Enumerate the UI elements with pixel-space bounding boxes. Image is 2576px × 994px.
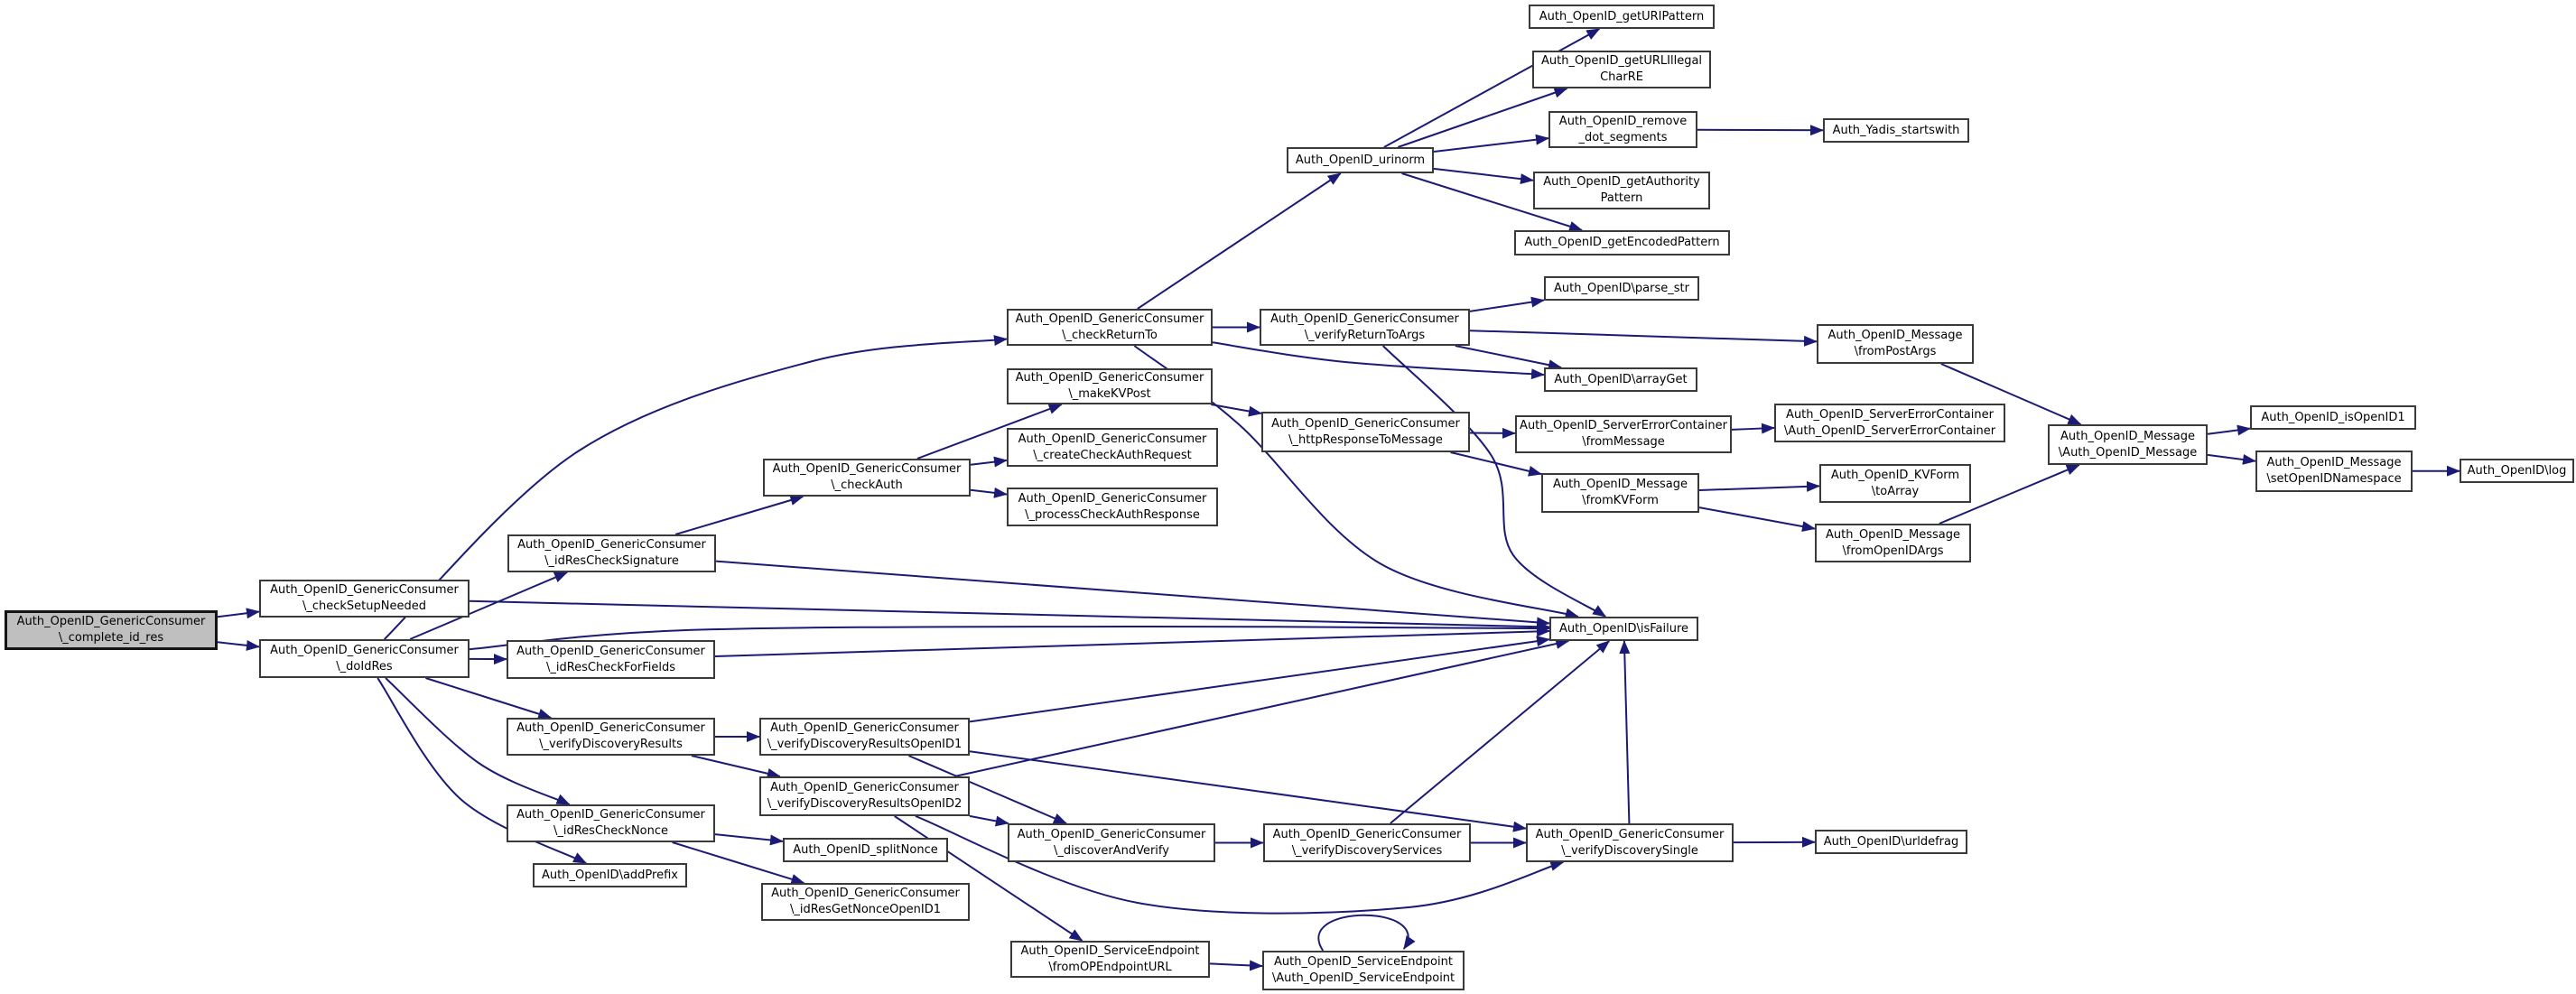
- edge-seFromMessage-seCtor: [1732, 428, 1774, 430]
- node-label-line: Auth_OpenID_GenericConsumer: [516, 808, 705, 822]
- edge-verifyDiscoverySingle-isFailure: [1624, 641, 1630, 823]
- edge-doIdRes-verifyDiscoveryResults: [425, 678, 551, 718]
- node-idResCheckForFields[interactable]: [507, 640, 715, 679]
- node-label-line: \Auth_OpenID_ServiceEndpoint: [1271, 971, 1455, 985]
- edge-verifyDiscoveryResults-verifyDiscoveryResultsOpenID2: [692, 756, 780, 776]
- node-label-line: Auth_OpenID_GenericConsumer: [16, 615, 206, 628]
- node-label-line: \toArray: [1871, 484, 1920, 498]
- node-processCheckAuthResponse[interactable]: [1007, 488, 1218, 526]
- node-doIdRes[interactable]: [259, 639, 470, 678]
- node-label-line: Auth_OpenID_getEncodedPattern: [1524, 236, 1720, 249]
- node-discoverAndVerify[interactable]: [1008, 823, 1215, 862]
- node-label-line: Auth_OpenID_GenericConsumer: [1535, 827, 1725, 841]
- node-arrayGet[interactable]: [1544, 367, 1697, 392]
- node-urldefrag[interactable]: [1815, 830, 1967, 854]
- edge-idResCheckNonce-splitNonce: [715, 834, 783, 841]
- node-seFromMessage[interactable]: [1515, 415, 1732, 453]
- node-parseStr[interactable]: [1544, 276, 1699, 301]
- node-verifyDiscoverySingle[interactable]: [1526, 823, 1734, 862]
- node-label-line: \_verifyReturnToArgs: [1304, 328, 1426, 342]
- node-label-line: _dot_segments: [1578, 130, 1668, 144]
- node-label-line: \fromPostArgs: [1854, 345, 1937, 358]
- node-complete_id_res: [5, 610, 218, 650]
- node-isFailure[interactable]: [1549, 617, 1698, 641]
- node-getURLIllegalCharRE[interactable]: [1532, 51, 1711, 88]
- node-label-line: \_verifyDiscoveryResultsOpenID2: [767, 797, 963, 811]
- node-msgFromOpenIDArgs[interactable]: [1815, 524, 1971, 562]
- edge-idResCheckForFields-isFailure: [715, 631, 1549, 656]
- node-label-line: \_verifyDiscoveryServices: [1291, 843, 1443, 858]
- edge-httpResponseToMessage-msgFromKVForm: [1451, 452, 1542, 474]
- node-verifyDiscoveryResultsOpenID2[interactable]: [759, 776, 970, 816]
- edge-msgCtor-setOpenIDNamespace: [2208, 455, 2255, 461]
- edge-msgFromKVForm-kvToArray: [1699, 486, 1819, 490]
- node-label-line: \setOpenIDNamespace: [2266, 472, 2402, 486]
- node-label-line: Auth_OpenID\isFailure: [1558, 621, 1689, 636]
- node-createCheckAuthRequest[interactable]: [1007, 428, 1218, 467]
- node-label-line: Auth_OpenID_GenericConsumer: [1015, 371, 1204, 385]
- node-label-line: Auth_OpenID_GenericConsumer: [516, 721, 705, 735]
- node-setOpenIDNamespace[interactable]: [2255, 451, 2413, 492]
- node-label-line: Auth_OpenID\addPrefix: [542, 868, 678, 882]
- node-label-line: Auth_OpenID\parse_str: [1554, 281, 1689, 295]
- node-label-line: Auth_Yadis_startswith: [1832, 123, 1960, 137]
- edge-verifyReturnToArgs-parseStr: [1470, 301, 1544, 311]
- node-serviceEndpointCtor[interactable]: [1262, 951, 1465, 990]
- node-label-line: \_idResCheckForFields: [545, 660, 676, 674]
- node-msgCtor[interactable]: [2048, 424, 2208, 465]
- edge-complete_id_res-checkSetupNeeded: [218, 612, 259, 618]
- node-httpResponseToMessage[interactable]: [1261, 412, 1470, 452]
- node-label-line: Auth_OpenID_GenericConsumer: [771, 887, 960, 900]
- node-label-line: Auth_OpenID_Message: [1825, 527, 1960, 542]
- node-label-line: Auth_OpenID_ServiceEndpoint: [1274, 955, 1453, 969]
- edge-verifyDiscoveryResultsOpenID2-discoverAndVerify: [970, 816, 1009, 823]
- node-label-line: Auth_OpenID_remove: [1558, 114, 1688, 128]
- node-label-line: Auth_OpenID_GenericConsumer: [1018, 432, 1207, 446]
- node-label-line: \_complete_id_res: [58, 631, 164, 645]
- node-label-line: Auth_OpenID_GenericConsumer: [770, 721, 959, 735]
- node-addPrefix[interactable]: [533, 863, 687, 887]
- node-label-line: \_createCheckAuthRequest: [1033, 448, 1192, 462]
- node-fromOPEndpointURL[interactable]: [1010, 941, 1210, 978]
- edge-serviceEndpointCtor-serviceEndpointCtor: [1318, 915, 1408, 951]
- node-label-line: \_checkAuth: [831, 478, 903, 492]
- node-kvToArray[interactable]: [1819, 464, 1971, 503]
- node-label-line: Auth_OpenID_ServiceEndpoint: [1020, 943, 1200, 958]
- node-label-line: Auth_OpenID\log: [2467, 463, 2567, 478]
- edge-verifyDiscoveryServices-isFailure: [1390, 641, 1610, 823]
- node-label-line: Auth_OpenID_Message: [2266, 456, 2402, 469]
- node-label-line: \_verifyDiscoveryResultsOpenID1: [767, 738, 963, 751]
- node-label-line: \Auth_OpenID_ServerErrorContainer: [1783, 423, 1996, 438]
- node-label-line: Auth_OpenID_GenericConsumer: [772, 462, 962, 476]
- node-label-line: Auth_OpenID\urldefrag: [1823, 834, 1959, 849]
- node-label-line: Auth_OpenID_ServerErrorContainer: [1520, 419, 1727, 432]
- node-urinorm[interactable]: [1287, 147, 1434, 173]
- node-label-line: Auth_OpenID_GenericConsumer: [1271, 416, 1460, 431]
- node-label-line: \_checkSetupNeeded: [302, 599, 426, 613]
- edge-idResCheckSignature-isFailure: [716, 562, 1549, 624]
- node-idResCheckSignature[interactable]: [507, 534, 716, 572]
- edge-verifyReturnToArgs-arrayGet: [1455, 346, 1561, 367]
- node-label-line: Auth_OpenID_GenericConsumer: [517, 538, 706, 552]
- node-label-line: \fromKVForm: [1582, 494, 1659, 507]
- node-checkSetupNeeded[interactable]: [259, 580, 470, 618]
- node-label-line: Auth_OpenID_getURLIllegal: [1540, 54, 1703, 68]
- node-yadisStartswith[interactable]: [1823, 118, 1969, 143]
- node-label-line: \_idResGetNonceOpenID1: [789, 903, 942, 916]
- node-label-line: Auth_OpenID_GenericConsumer: [770, 781, 959, 794]
- edge-checkReturnTo-urinorm: [1138, 173, 1341, 309]
- node-checkAuth[interactable]: [763, 459, 971, 497]
- node-label-line: Auth_OpenID_ServerErrorContainer: [1786, 407, 1994, 422]
- node-makeKVPost[interactable]: [1007, 368, 1213, 404]
- edge-verifyReturnToArgs-msgFromPostArgs: [1470, 330, 1817, 341]
- node-label-line: Auth_OpenID_urinorm: [1295, 153, 1426, 167]
- node-label-line: \_httpResponseToMessage: [1288, 432, 1443, 447]
- node-label-line: \_checkReturnTo: [1062, 328, 1158, 342]
- node-label-line: Auth_OpenID_isOpenID1: [2261, 410, 2405, 424]
- node-label-line: Auth_OpenID_GenericConsumer: [1017, 827, 1206, 841]
- node-label-line: Auth_OpenID_GenericConsumer: [270, 643, 459, 657]
- node-seCtor[interactable]: [1774, 404, 2005, 442]
- node-label-line: \fromMessage: [1582, 435, 1665, 449]
- edge-checkAuth-createCheckAuthRequest: [971, 460, 1007, 465]
- edge-complete_id_res-doIdRes: [218, 642, 259, 646]
- edge-msgCtor-isOpenID1: [2208, 429, 2250, 434]
- node-isOpenID1[interactable]: [2250, 405, 2416, 430]
- edge-makeKVPost-httpResponseToMessage: [1211, 404, 1261, 413]
- node-label-line: Auth_OpenID_GenericConsumer: [270, 583, 459, 597]
- edge-urinorm-getAuthorityPattern: [1434, 169, 1533, 181]
- edge-checkReturnTo-arrayGet: [1213, 342, 1544, 375]
- node-getAuthorityPattern[interactable]: [1533, 172, 1710, 209]
- node-label-line: \_idResCheckNonce: [553, 824, 669, 838]
- node-removeDotSegments[interactable]: [1548, 111, 1697, 148]
- edge-msgFromKVForm-msgFromOpenIDArgs: [1699, 507, 1815, 529]
- node-label-line: Auth_OpenID_splitNonce: [793, 842, 938, 857]
- node-verifyDiscoveryResults[interactable]: [507, 718, 715, 756]
- node-checkReturnTo[interactable]: [1007, 309, 1213, 346]
- edge-fromOPEndpointURL-serviceEndpointCtor: [1210, 963, 1262, 966]
- node-label-line: Auth_OpenID_GenericConsumer: [1015, 311, 1204, 326]
- node-msgFromKVForm[interactable]: [1541, 473, 1699, 513]
- node-idResGetNonceOpenID1[interactable]: [761, 883, 970, 921]
- node-label-line: \_verifyDiscoveryResults: [539, 738, 683, 751]
- node-msgFromPostArgs[interactable]: [1817, 324, 1974, 364]
- node-label-line: Auth_OpenID_Message: [1827, 329, 1963, 342]
- node-label-line: \_discoverAndVerify: [1054, 843, 1169, 858]
- node-label-line: Auth_OpenID_getAuthority: [1543, 175, 1700, 189]
- edge-checkAuth-processCheckAuthResponse: [971, 490, 1007, 495]
- node-label-line: Auth_OpenID_Message: [1552, 478, 1688, 491]
- node-label-line: \_idResCheckSignature: [544, 554, 679, 568]
- node-idResCheckNonce[interactable]: [507, 804, 715, 842]
- node-verifyDiscoveryServices[interactable]: [1263, 823, 1471, 862]
- node-label-line: \Auth_OpenID_Message: [2058, 445, 2198, 460]
- edge-verifyDiscoveryResultsOpenID2-isFailure: [954, 641, 1568, 776]
- node-log[interactable]: [2460, 459, 2574, 483]
- node-label-line: CharRE: [1600, 70, 1643, 84]
- node-label-line: \fromOPEndpointURL: [1048, 960, 1172, 974]
- node-label-line: Auth_OpenID_GenericConsumer: [1272, 827, 1462, 841]
- node-verifyDiscoveryResultsOpenID1[interactable]: [759, 718, 970, 756]
- node-getEncodedPattern[interactable]: [1514, 230, 1730, 255]
- edge-checkSetupNeeded-isFailure: [470, 601, 1549, 627]
- edge-idResCheckSignature-checkAuth: [675, 497, 803, 534]
- node-label-line: Auth_OpenID_KVForm: [1830, 468, 1960, 482]
- node-label-line: Auth_OpenID_GenericConsumer: [1018, 491, 1207, 506]
- node-label-line: Auth_OpenID_GenericConsumer: [516, 644, 705, 658]
- node-label-line: Auth_OpenID_GenericConsumer: [1270, 311, 1459, 326]
- edge-urinorm-removeDotSegments: [1434, 138, 1548, 152]
- node-label-line: \fromOpenIDArgs: [1842, 543, 1944, 558]
- node-label-line: \_doIdRes: [336, 659, 393, 674]
- node-getURIPattern[interactable]: [1529, 5, 1715, 29]
- node-label-line: Auth_OpenID_getURIPattern: [1539, 9, 1705, 23]
- node-label-line: \_verifyDiscoverySingle: [1561, 843, 1698, 858]
- node-verifyReturnToArgs[interactable]: [1260, 309, 1470, 346]
- node-label-line: Auth_OpenID\arrayGet: [1554, 372, 1688, 386]
- node-label-line: Pattern: [1600, 191, 1643, 205]
- node-label-line: Auth_OpenID_Message: [2060, 429, 2195, 443]
- node-label-line: \_makeKVPost: [1068, 387, 1151, 401]
- node-label-line: \_processCheckAuthResponse: [1025, 507, 1200, 522]
- node-splitNonce[interactable]: [783, 838, 948, 862]
